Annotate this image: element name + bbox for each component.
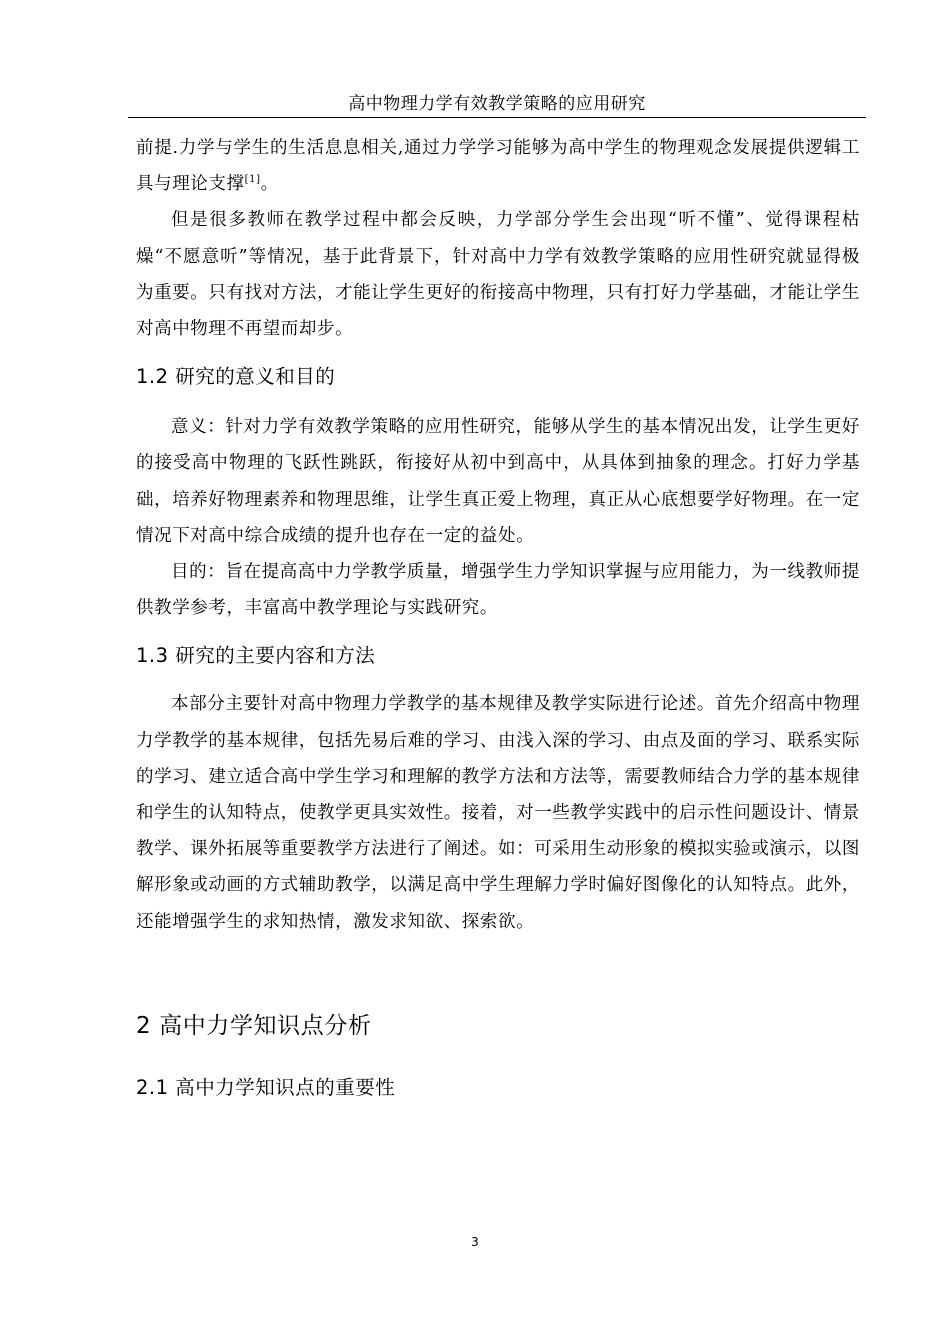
running-header: 高中物理力学有效教学策略的应用研究 bbox=[348, 94, 646, 114]
background-paragraph: 但是很多教师在教学过程中都会反映，力学部分学生会出现“听不懂”、觉得课程枯燥“不愿意听”等情况，基于此背景下，针对高中力学有效教学策略的应用性研究就显得极为重要。只有找对方法，才能让学生更好的衔接高中物理，只有打好力学基础，才能让学生对高中物理不再望而却步。 bbox=[136, 210, 860, 340]
intro-paragraph-text: 前提.力学与学生的生活息息相关,通过力学学习能够为高中学生的物理观念发展提供逻辑工具与理论支撑 bbox=[136, 138, 860, 195]
chapter-2-heading: 2 高中力学知识点分析 bbox=[136, 1012, 372, 1039]
page-number: 3 bbox=[471, 1235, 479, 1249]
section-1-2-heading: 1.2 研究的意义和目的 bbox=[136, 365, 336, 389]
section-1-3-heading: 1.3 研究的主要内容和方法 bbox=[136, 644, 376, 668]
intro-paragraph-end: 。 bbox=[260, 174, 279, 195]
section-2-1-heading: 2.1 高中力学知识点的重要性 bbox=[136, 1075, 396, 1099]
significance-paragraph: 意义：针对力学有效教学策略的应用性研究，能够从学生的基本情况出发，让学生更好的接受高中物理的飞跃性跳跃，衔接好从初中到高中，从具体到抽象的理念。打好力学基础，培养好物理素养和物理思维，让学生真正爱上物理，真正从心底想要学好物理。在一定情况下对高中综合成绩的提升也存在一定的益处。 bbox=[136, 417, 860, 546]
intro-paragraph bbox=[136, 130, 860, 202]
page-content bbox=[136, 130, 860, 1100]
header-rule bbox=[128, 117, 866, 118]
purpose-paragraph: 目的：旨在提高高中力学教学质量，增强学生力学知识掌握与应用能力，为一线教师提供教学参考，丰富高中教学理论与实践研究。 bbox=[136, 562, 860, 619]
content-paragraph: 本部分主要针对高中物理力学教学的基本规律及教学实际进行论述。首先介绍高中物理力学教学的基本规律，包括先易后难的学习、由浅入深的学习、由点及面的学习、联系实际的学习、建立适合高中学生学习和理解的教学方法和方法等，需要教师结合力学的基本规律和学生的认知特点，使教学更具实效性。接着，对一些教学实践中的启示性问题设计、情景教学、课外拓展等重要教学方法进行了阐述。如：可采用生动形象的模拟实验或演示，以图解形象或动画的方式辅助教学，以满足高中学生理解力学时偏好图像化的认知特点。此外，还能增强学生的求知热情，激发求知欲、探索欲。 bbox=[136, 694, 860, 932]
citation-reference: [1] bbox=[244, 174, 261, 186]
